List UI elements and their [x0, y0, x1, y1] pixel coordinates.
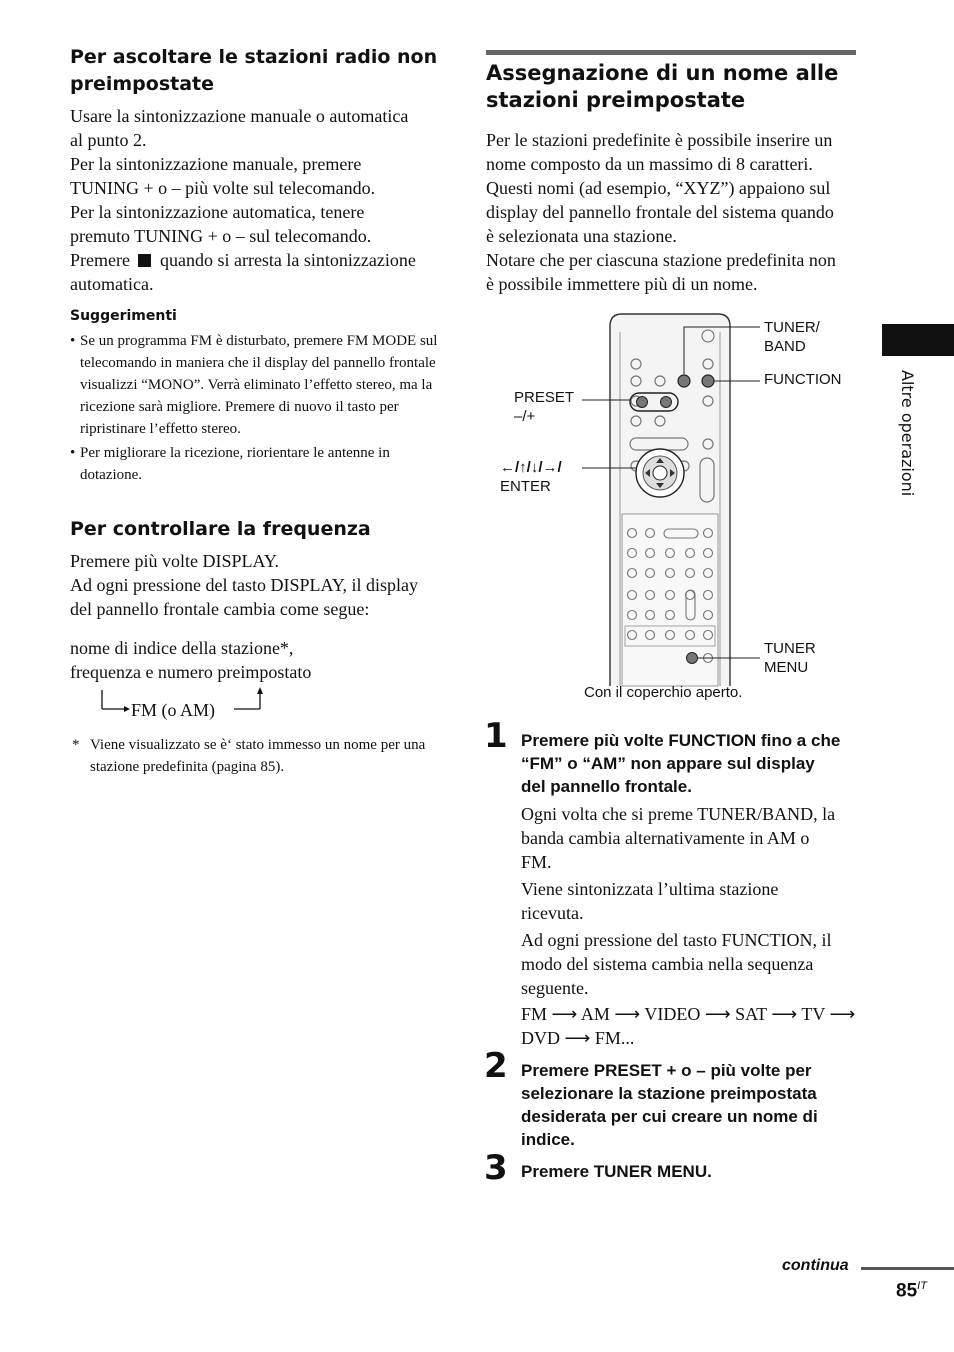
label-tuner-band	[764, 318, 820, 356]
section-body-frequency	[70, 549, 450, 621]
label-line: ENTER	[500, 478, 551, 495]
figure-caption: Con il coperchio aperto.	[584, 684, 743, 701]
text-line: nome di indice della stazione*,	[70, 638, 294, 658]
arrow-right-icon: ⟶	[614, 1004, 641, 1024]
label-line: TUNER/	[764, 319, 820, 336]
section-body-radio	[70, 104, 450, 296]
label-line: TUNER	[764, 640, 816, 657]
text-line: Ad ogni pressione del tasto FUNCTION, il	[521, 930, 832, 950]
preset-plus-button	[661, 397, 672, 408]
label-function: FUNCTION	[764, 371, 842, 388]
side-tab-label: Altre operazioni	[898, 370, 917, 497]
text-line: “FM” o “AM” non appare sul display	[521, 754, 815, 773]
step-heading	[521, 729, 861, 798]
text-line: del pannello frontale.	[521, 777, 692, 796]
display-cycle	[70, 636, 311, 684]
text-line: premuto TUNING + o – sul telecomando.	[70, 226, 372, 246]
preset-minus-button	[637, 397, 648, 408]
footnote: Viene visualizzato se è‘ stato immesso un nome per una stazione predefinita (pagina 85).	[90, 737, 426, 775]
label-line: MENU	[764, 659, 809, 676]
section-title	[486, 60, 866, 114]
text-line: al punto 2.	[70, 130, 147, 150]
text-line: del pannello frontale cambia come segue:	[70, 599, 370, 619]
page-num-value: 85	[896, 1280, 918, 1302]
function-sequence	[521, 1002, 861, 1050]
label-arrows	[500, 458, 562, 496]
text-line: nome composto da un massimo di 8 caratteri.	[486, 154, 813, 174]
seq-item: FM...	[594, 1028, 635, 1048]
text-span: quando si arresta la sintonizzazione	[159, 250, 416, 270]
text-line: frequenza e numero preimpostato	[70, 662, 312, 682]
tuner-menu-button	[687, 653, 698, 664]
title-line: Assegnazione di un nome alle	[486, 61, 839, 85]
arrow-right-icon: ⟶	[551, 1004, 578, 1024]
text-line: indice.	[521, 1130, 575, 1149]
seq-item: AM	[580, 1004, 610, 1024]
text-line: Premere PRESET + o – più volte per	[521, 1061, 812, 1080]
tuner-band-button	[678, 375, 690, 387]
remote-control-figure	[500, 308, 860, 688]
intro-paragraph	[486, 128, 866, 296]
title-line: stazioni preimpostate	[486, 88, 746, 112]
step-heading	[521, 1059, 861, 1151]
text-line: banda cambia alternativamente in AM o	[521, 828, 810, 848]
label-tuner-menu	[764, 639, 816, 677]
seq-item: VIDEO	[644, 1004, 701, 1024]
text-line: Viene sintonizzata l’ultima stazione	[521, 879, 779, 899]
label-preset	[514, 388, 574, 426]
section-heading-frequency: Per controllare la frequenza	[70, 518, 371, 540]
step-number: 3	[484, 1148, 508, 1188]
enter-button	[653, 466, 667, 480]
cycle-return-label: FM (o AM)	[131, 700, 216, 720]
text-line	[70, 248, 450, 272]
text-line: seguente.	[521, 978, 589, 998]
text-line: Per le stazioni predefinite è possibile inserire un	[486, 130, 833, 150]
text-line: automatica.	[70, 274, 154, 294]
text-line: Ogni volta che si preme TUNER/BAND, la	[521, 804, 836, 824]
text-line: è possibile immettere più di un nome.	[486, 274, 758, 294]
label-line: BAND	[764, 338, 806, 355]
text-line: FM.	[521, 852, 552, 872]
step-number: 1	[484, 716, 508, 756]
section-heading-radio: Per ascoltare le stazioni radio non preimpostate	[70, 46, 438, 95]
text-line: è selezionata una stazione.	[486, 226, 677, 246]
text-line: Per la sintonizzazione manuale, premere	[70, 154, 362, 174]
step-body	[521, 802, 861, 1050]
arrow-right-icon: ⟶	[704, 1004, 731, 1024]
text-line: Questi nomi (ad esempio, “XYZ”) appaiono sul	[486, 178, 831, 198]
footnote-mark: *	[72, 737, 80, 753]
text-line: modo del sistema cambia nella sequenza	[521, 954, 814, 974]
text-span: Premere	[70, 250, 130, 270]
label-line: ←/↑/↓/→/	[500, 459, 562, 476]
tips-list	[70, 330, 442, 486]
text-line: Ad ogni pressione del tasto DISPLAY, il display	[70, 575, 419, 595]
label-line: PRESET	[514, 389, 575, 406]
text-line: ricevuta.	[521, 903, 584, 923]
seq-item: TV	[801, 1004, 826, 1024]
heading-rule	[486, 50, 856, 55]
side-tab-marker	[882, 324, 954, 356]
text-line: Per la sintonizzazione automatica, tenere	[70, 202, 365, 222]
seq-item: SAT	[735, 1004, 767, 1024]
arrow-right-icon: ⟶	[829, 1004, 856, 1024]
step-heading	[521, 1160, 861, 1183]
text-line: TUNING + o – più volte sul telecomando.	[70, 178, 376, 198]
tip-item: • Per migliorare la ricezione, riorientare le antenne in dotazione.	[70, 442, 442, 486]
seq-item: FM	[521, 1004, 548, 1024]
page-number	[896, 1280, 927, 1302]
tip-item: • Se un programma FM è disturbato, premere FM MODE sul telecomando in maniera che il display del pannello frontale visualizzi “MONO”. Verrà eliminato l’effetto stereo, ma la ricezione sarà migliore. Premere di nuovo il tasto per ripristinare l’effetto stereo.	[70, 330, 442, 440]
text-line: Premere più volte DISPLAY.	[70, 551, 279, 571]
seq-item: DVD	[521, 1028, 560, 1048]
arrow-right-icon: ⟶	[564, 1028, 591, 1048]
arrow-right-icon: ⟶	[771, 1004, 798, 1024]
continua-label: continua	[782, 1257, 849, 1274]
function-button	[702, 375, 714, 387]
text-line: Premere TUNER MENU.	[521, 1162, 712, 1181]
text-line: Notare che per ciascuna stazione predefinita non	[486, 250, 836, 270]
text-line: Premere più volte FUNCTION fino a che	[521, 731, 841, 750]
text-line: desiderata per cui creare un nome di	[521, 1107, 818, 1126]
text-line: display del pannello frontale del sistema quando	[486, 202, 834, 222]
stop-icon	[138, 254, 151, 267]
footer-rule	[861, 1267, 954, 1270]
label-line: –/+	[514, 408, 536, 425]
step-number: 2	[484, 1046, 508, 1086]
page-num-suffix: IT	[917, 1280, 927, 1292]
text-line: selezionare la stazione preimpostata	[521, 1084, 817, 1103]
text-line: Usare la sintonizzazione manuale o automatica	[70, 106, 409, 126]
tips-heading: Suggerimenti	[70, 308, 177, 324]
